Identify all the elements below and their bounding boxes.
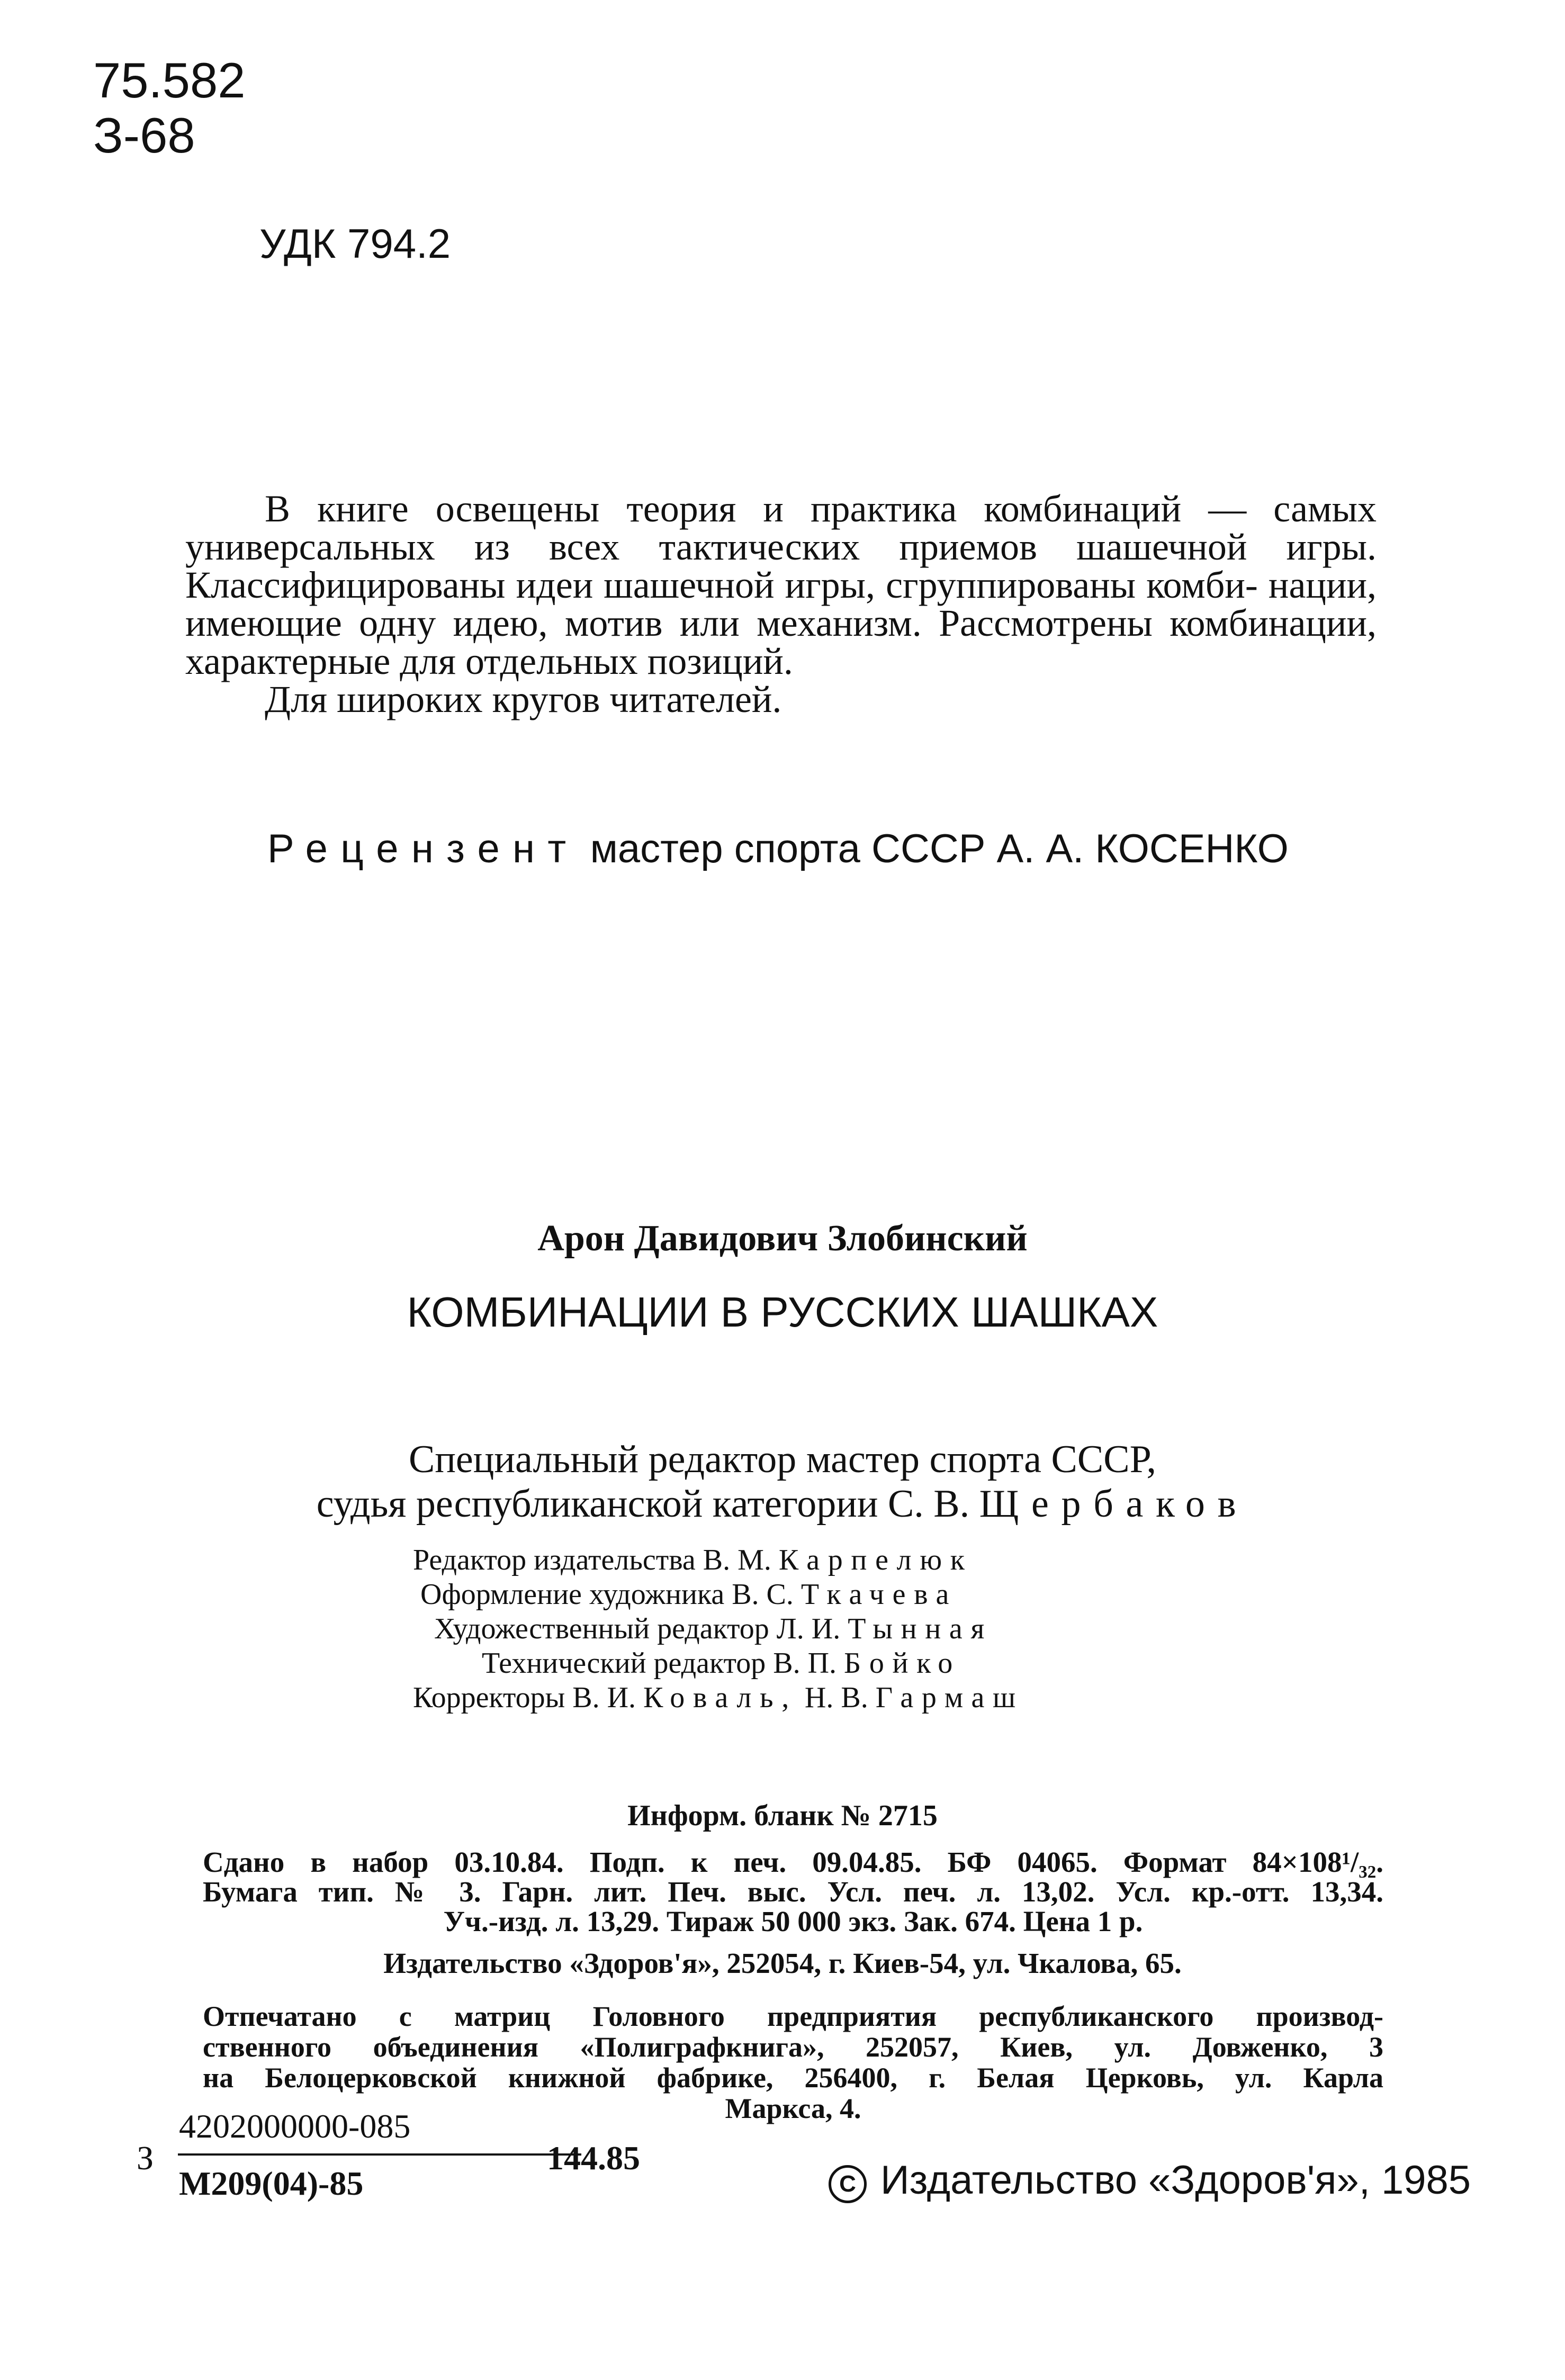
staff-row: Технический редактор В. П. Бойко: [482, 1647, 961, 1680]
annotation-line: Классифицированы идеи шашечной игры, сгруппированы комби-: [185, 564, 1258, 606]
index-lead: З: [137, 2139, 154, 2177]
index-denominator: М209(04)-85: [179, 2165, 364, 2202]
udc-index: УДК 794.2: [259, 220, 451, 267]
print-data-line: Уч.-изд. л. 13,29. Тираж 50 000 экз. Зак. 674. Цена 1 р.: [443, 1905, 1143, 1937]
fraction-bar: [178, 2153, 581, 2156]
reviewer: [267, 826, 1289, 872]
staff-credits: [413, 1543, 1024, 1715]
printer-line: Маркса, 4.: [725, 2093, 861, 2124]
copyright: [829, 2157, 1471, 2203]
staff-row: Корректоры В. И. Коваль, Н. В. Гармаш: [413, 1681, 1024, 1714]
special-editor: [0, 1437, 1565, 1526]
publisher-address: Издательство «Здоров'я», 252054, г. Киев-54, ул. Чкалова, 65.: [383, 1947, 1182, 1979]
author-name: Арон Давидович Злобинский: [537, 1218, 1028, 1259]
print-data-line: Сдано в набор 03.10.84. Подп. к печ. 09.04.85. БФ 04065. Формат 84×108¹/₃₂.: [203, 1846, 1383, 1878]
annotation-line: нации, имеющие одну идею, мотив или механизм. Рассмотрены: [185, 564, 1377, 644]
inform-blank: Информ. бланк № 2715: [627, 1799, 938, 1832]
staff-row: Оформление художника В. С. Ткачева: [420, 1578, 958, 1611]
staff-row: Редактор издательства В. М. Карпелюк: [413, 1544, 973, 1576]
index-tail: 144.85: [547, 2139, 640, 2177]
annotation-line: универсальных из всех тактических приемов шашечной игры.: [185, 526, 1377, 568]
index-numerator: 4202000000-085: [179, 2107, 411, 2145]
annotation-text: [185, 490, 1377, 680]
print-data: [203, 1847, 1383, 1936]
index-fraction: [137, 2107, 640, 2213]
copyright-icon: C: [829, 2165, 867, 2203]
book-title: КОМБИНАЦИИ В РУССКИХ ШАШКАХ: [407, 1288, 1158, 1336]
bbk-index: 75.582: [93, 52, 246, 108]
staff-row: Художественный редактор Л. И. Тынная: [434, 1612, 993, 1645]
classification-code: [93, 53, 246, 163]
copyright-text: Издательство «Здоров'я», 1985: [880, 2158, 1471, 2203]
reviewer-text: мастер спорта СССР А. А. КОСЕНКО: [590, 826, 1289, 871]
printer-info: [203, 2001, 1383, 2124]
annotation-line: В книге освещены теория и практика комбинаций — самых: [265, 488, 1377, 530]
print-data-line: Бумага тип. № 3. Гарн. лит. Печ. выс. Усл. печ. л. 13,02. Усл. кр.-отт. 13,34.: [203, 1876, 1383, 1908]
audience-note: Для широких кругов читателей.: [265, 678, 782, 720]
printer-line: на Белоцерковской книжной фабрике, 256400, г. Белая Церковь, ул. Карла: [203, 2062, 1383, 2094]
printer-line: Отпечатано с матриц Головного предприятия республиканского производ-: [203, 2000, 1383, 2032]
annotation: [185, 490, 1377, 718]
special-editor-name: Щербаков: [979, 1482, 1249, 1526]
author-mark: З-68: [93, 107, 195, 163]
printer-line: ственного объединения «Полиграфкнига», 252057, Киев, ул. Довженко, 3: [203, 2031, 1383, 2063]
reviewer-label: Рецензент: [267, 826, 579, 871]
special-editor-line1: Специальный редактор мастер спорта СССР,: [408, 1438, 1157, 1481]
special-editor-line2: судья республиканской категории С. В. Щербаков: [316, 1482, 1249, 1526]
annotation-line: комбинации, характерные для отдельных позиций.: [185, 602, 1377, 682]
